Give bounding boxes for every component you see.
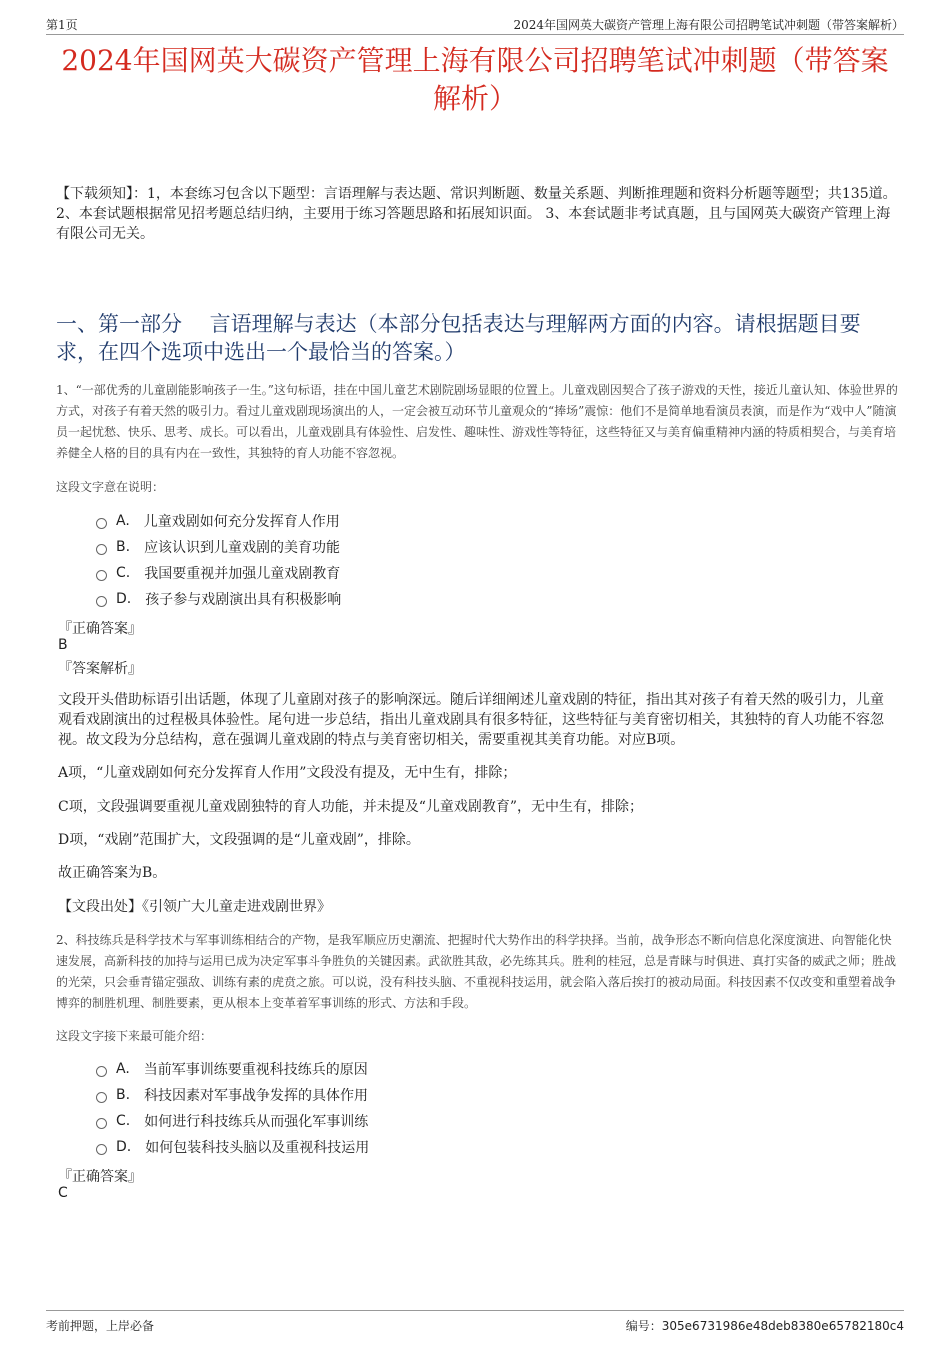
radio-icon[interactable] xyxy=(96,1092,107,1103)
page-header xyxy=(46,12,904,35)
header-doc-title: 2024年国网英大碳资产管理上海有限公司招聘笔试冲刺题（带答案解析） xyxy=(513,18,904,32)
option-letter: C. xyxy=(116,565,131,581)
correct-answer: B xyxy=(58,637,68,653)
footer-code-label: 编号： xyxy=(625,1319,662,1333)
radio-icon[interactable] xyxy=(96,1066,107,1077)
footer-code xyxy=(626,1317,904,1334)
footer-code-value: 305e6731986e48deb8380e65782180c4 xyxy=(661,1319,904,1333)
download-notice: 【下载须知】：1，本套练习包含以下题型：言语理解与表达题、常识判断题、数量关系题、判断推理题和资料分析题等题型；共135道。 2、本套试题根据常见招考题总结归纳，主要用于练习答题思路和拓展知识面。 3、本套试题非考试真题，且与国网英大碳资产管理上海有限公司无关。 xyxy=(56,186,897,242)
document-title: 2024年国网英大碳资产管理上海有限公司招聘笔试冲刺题（带答案解析） xyxy=(61,44,889,115)
question-1-prompt: 这段文字意在说明： xyxy=(56,480,165,494)
option-letter: B. xyxy=(116,1087,131,1103)
option-text: 我国要重视并加强儿童戏剧教育 xyxy=(144,566,341,582)
text-source: 【文段出处】《引领广大儿童走进戏剧世界》 xyxy=(58,899,331,915)
radio-icon[interactable] xyxy=(96,518,107,529)
correct-answer: C xyxy=(58,1185,68,1201)
correct-answer-label: 『正确答案』 xyxy=(58,1169,142,1185)
option-letter: A. xyxy=(116,1061,130,1077)
analysis-conclusion: 故正确答案为B。 xyxy=(58,865,167,881)
question-2-text: 2、科技练兵是科学技术与军事训练相结合的产物，是我军顺应历史潮流、把握时代大势作出的科学抉择。当前，战争形态不断向信息化深度演进、向智能化快速发展，高新科技的加持与运用已成为决定军事斗争胜负的关键因素。武欲胜其敌，必先练其兵。胜利的桂冠，总是青睐与时俱进、真打实备的威武之师；胜战的光荣，只会垂青锚定强敌、训练有素的虎贲之旅。可以说，没有科技头脑、不重视科技运用，就会陷入落后挨打的被动局面。科技因素不仅改变和重塑着战争博弈的制胜机理、制胜要素，更从根本上变革着军事训练的形式、方法和手段。 xyxy=(56,933,897,1010)
analysis-text: 文段开头借助标语引出话题，体现了儿童剧对孩子的影响深远。随后详细阐述儿童戏剧的特征，指出其对孩子有着天然的吸引力，儿童观看戏剧演出的过程极具体验性。尾句进一步总结，指出儿童戏剧具有很多特征，这些特征与美育密切相关，其独特的育人功能不容忽视。故文段为分总结构，意在强调儿童戏剧的特点与美育密切相关，需要重视其美育功能。对应B项。 xyxy=(58,692,884,748)
option-b[interactable] xyxy=(96,534,341,560)
option-letter: A. xyxy=(116,513,130,529)
option-c[interactable] xyxy=(96,560,341,586)
option-d[interactable] xyxy=(96,586,341,612)
option-a[interactable] xyxy=(96,1056,369,1082)
question-1-options xyxy=(96,508,341,612)
option-letter: D. xyxy=(116,1139,132,1155)
radio-icon[interactable] xyxy=(96,596,107,607)
analysis-option-d: D项，“戏剧”范围扩大，文段强调的是“儿童戏剧”，排除。 xyxy=(58,832,420,848)
radio-icon[interactable] xyxy=(96,1144,107,1155)
analysis-option-a: A项，“儿童戏剧如何充分发挥育人作用”文段没有提及，无中生有，排除； xyxy=(58,765,517,781)
option-b[interactable] xyxy=(96,1082,369,1108)
option-text: 如何包装科技头脑以及重视科技运用 xyxy=(145,1140,370,1156)
question-1-text: 1、“一部优秀的儿童剧能影响孩子一生。”这句标语，挂在中国儿童艺术剧院剧场显眼的位置上。儿童戏剧因契合了孩子游戏的天性，接近儿童认知、体验世界的方式，对孩子有着天然的吸引力。看过儿童戏剧现场演出的人，一定会被互动环节儿童观众的“捧场”震惊：他们不是简单地看演员表演，而是作为“戏中人”随演员一起忧愁、快乐、思考、成长。可以看出，儿童戏剧具有体验性、启发性、趣味性、游戏性等特征，这些特征又与美育偏重精神内涵的特质相契合，与美育培养健全人格的目的具有内在一致性，其独特的育人功能不容忽视。 xyxy=(56,383,898,460)
option-letter: D. xyxy=(116,591,132,607)
question-2-options xyxy=(96,1056,369,1160)
option-letter: C. xyxy=(116,1113,131,1129)
page-number: 第1页 xyxy=(46,18,78,32)
radio-icon[interactable] xyxy=(96,1118,107,1129)
section-heading: 一、第一部分 言语理解与表达（本部分包括表达与理解两方面的内容。请根据题目要求，在四个选项中选出一个最恰当的答案。） xyxy=(56,312,861,364)
analysis-label: 『答案解析』 xyxy=(58,661,142,677)
radio-icon[interactable] xyxy=(96,570,107,581)
option-a[interactable] xyxy=(96,508,341,534)
option-text: 科技因素对军事战争发挥的具体作用 xyxy=(144,1088,369,1104)
footer-slogan: 考前押题，上岸必备 xyxy=(46,1319,155,1333)
analysis-option-c: C项，文段强调要重视儿童戏剧独特的育人功能，并未提及“儿童戏剧教育”，无中生有，排除； xyxy=(58,799,644,815)
radio-icon[interactable] xyxy=(96,544,107,555)
option-d[interactable] xyxy=(96,1134,369,1160)
option-text: 应该认识到儿童戏剧的美育功能 xyxy=(144,540,341,556)
option-text: 儿童戏剧如何充分发挥育人作用 xyxy=(143,514,340,530)
option-text: 当前军事训练要重视科技练兵的原因 xyxy=(143,1062,368,1078)
question-2-prompt: 这段文字接下来最可能介绍： xyxy=(56,1029,213,1043)
option-c[interactable] xyxy=(96,1108,369,1134)
page-footer xyxy=(46,1310,904,1339)
correct-answer-label: 『正确答案』 xyxy=(58,621,142,637)
option-text: 如何进行科技练兵从而强化军事训练 xyxy=(144,1114,369,1130)
option-letter: B. xyxy=(116,539,131,555)
option-text: 孩子参与戏剧演出具有积极影响 xyxy=(145,592,342,608)
